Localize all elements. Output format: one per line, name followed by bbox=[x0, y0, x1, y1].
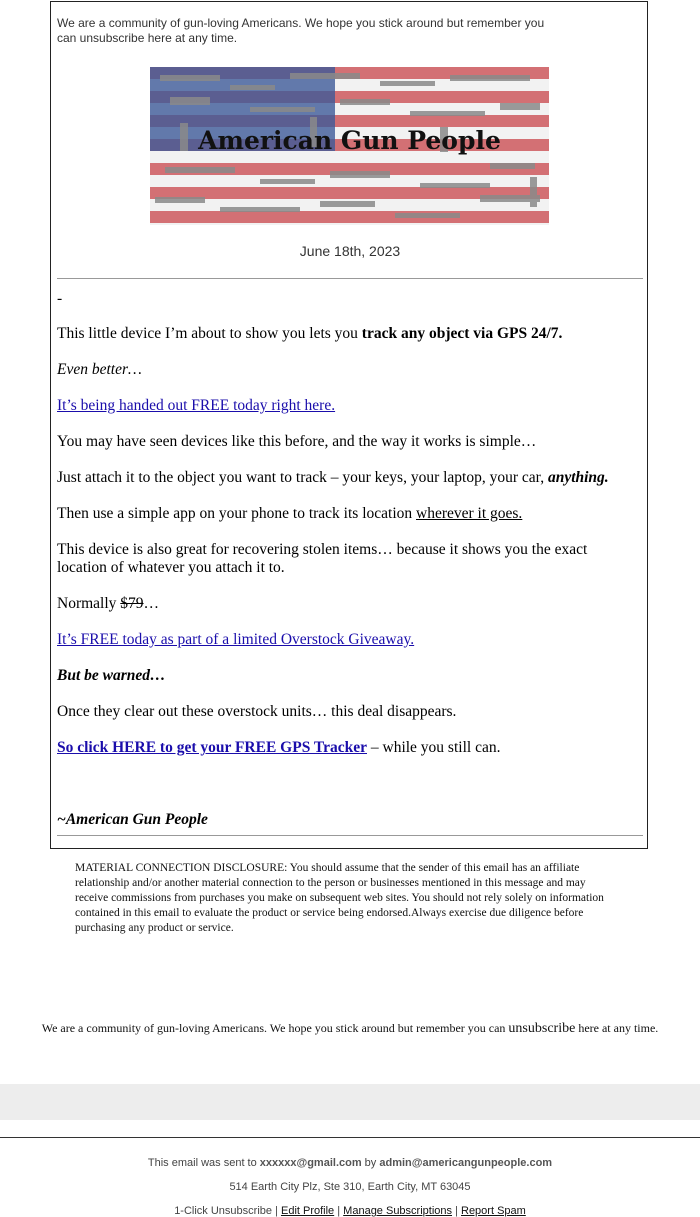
manage-subscriptions-link[interactable]: Manage Subscriptions bbox=[343, 1205, 453, 1217]
even-better-paragraph bbox=[57, 361, 617, 379]
cta-link[interactable]: So click HERE to get your FREE GPS Tracker bbox=[57, 739, 367, 756]
separator: | bbox=[334, 1205, 344, 1217]
issue-date: June 18th, 2023 bbox=[299, 243, 401, 259]
email-card bbox=[50, 1, 648, 849]
attach-text: Just attach it to the object you want to track – your keys, your laptop, your car, bbox=[57, 469, 548, 486]
normally-text: Normally bbox=[57, 595, 121, 612]
preheader-text: We are a community of gun-loving Americans. We hope you stick around but remember you can unsubscribe here at any time. bbox=[57, 16, 545, 45]
free-today-link[interactable]: It’s being handed out FREE today right here. bbox=[57, 397, 336, 414]
footer-divider bbox=[0, 1137, 700, 1138]
divider bbox=[57, 835, 643, 836]
price-ellipsis: … bbox=[143, 595, 160, 612]
unsubscribe-link[interactable]: unsubscribe bbox=[508, 1021, 576, 1036]
community-text: We are a community of gun-loving Americans. We hope you stick around but remember you can bbox=[41, 1021, 509, 1035]
price-paragraph bbox=[57, 595, 617, 613]
edit-profile-link[interactable]: Edit Profile bbox=[280, 1205, 335, 1217]
postal-address: 514 Earth City Plz, Ste 310, Earth City, MT 63045 bbox=[229, 1181, 471, 1193]
giveaway-link[interactable]: It’s FREE today as part of a limited Overstock Giveaway. bbox=[57, 631, 415, 648]
giveaway-link-paragraph bbox=[57, 631, 617, 649]
stolen-items-paragraph: This device is also great for recovering stolen items… because it shows you the exact location of whatever you attach it to. bbox=[57, 541, 588, 576]
sent-to-line bbox=[0, 1157, 700, 1169]
cta-trailing-text: – while you still can. bbox=[367, 739, 501, 756]
recipient-email: xxxxxx@gmail.com bbox=[259, 1157, 362, 1169]
intro-paragraph bbox=[57, 325, 617, 343]
intro-bold: track any object via GPS 24/7. bbox=[361, 325, 563, 342]
sent-by-text: by bbox=[361, 1157, 380, 1169]
one-click-unsubscribe-text: 1-Click Unsubscribe bbox=[174, 1205, 272, 1217]
app-text: Then use a simple app on your phone to track its location bbox=[57, 505, 416, 522]
separator: | bbox=[272, 1205, 281, 1217]
attach-paragraph bbox=[57, 469, 617, 487]
even-better-text: Even better… bbox=[57, 361, 142, 378]
app-paragraph bbox=[57, 505, 617, 523]
footer-links bbox=[0, 1205, 700, 1217]
old-price: $79 bbox=[120, 595, 144, 612]
footer-spacer-band bbox=[0, 1084, 700, 1120]
sent-to-text: This email was sent to bbox=[147, 1157, 260, 1169]
free-link-paragraph bbox=[57, 397, 617, 415]
report-spam-link[interactable]: Report Spam bbox=[461, 1205, 526, 1217]
dash-text: - bbox=[57, 290, 63, 307]
how-it-works-paragraph: You may have seen devices like this before, and the way it works is simple… bbox=[57, 433, 537, 450]
anything-text: anything. bbox=[547, 469, 609, 486]
warning-text: But be warned… bbox=[57, 667, 166, 684]
banner-title: American Gun People bbox=[198, 126, 501, 155]
footer-community-text bbox=[0, 1021, 700, 1037]
brand-banner bbox=[150, 67, 549, 225]
cta-paragraph bbox=[57, 739, 617, 757]
intro-text: This little device I’m about to show you lets you bbox=[57, 325, 362, 342]
warning-paragraph bbox=[57, 667, 617, 685]
deal-paragraph: Once they clear out these overstock units… this deal disappears. bbox=[57, 703, 457, 720]
material-connection-disclosure: MATERIAL CONNECTION DISCLOSURE: You should assume that the sender of this email has an affiliate relationship and/or another material connection to the person or businesses mentioned in this message and may receive commissions from purchases you make on subsequent web sites. You should not rely solely on information contained in this email to evaluate the product or service being endorsed.Always exercise due diligence before purchasing any product or service. bbox=[75, 862, 604, 934]
community-post-text: here at any time. bbox=[575, 1021, 659, 1035]
sender-email: admin@americangunpeople.com bbox=[379, 1157, 553, 1169]
signature: ~American Gun People bbox=[57, 811, 208, 828]
separator: | bbox=[452, 1205, 461, 1217]
wherever-text: wherever it goes. bbox=[416, 505, 523, 522]
divider bbox=[57, 278, 643, 279]
signature-paragraph bbox=[57, 811, 617, 829]
